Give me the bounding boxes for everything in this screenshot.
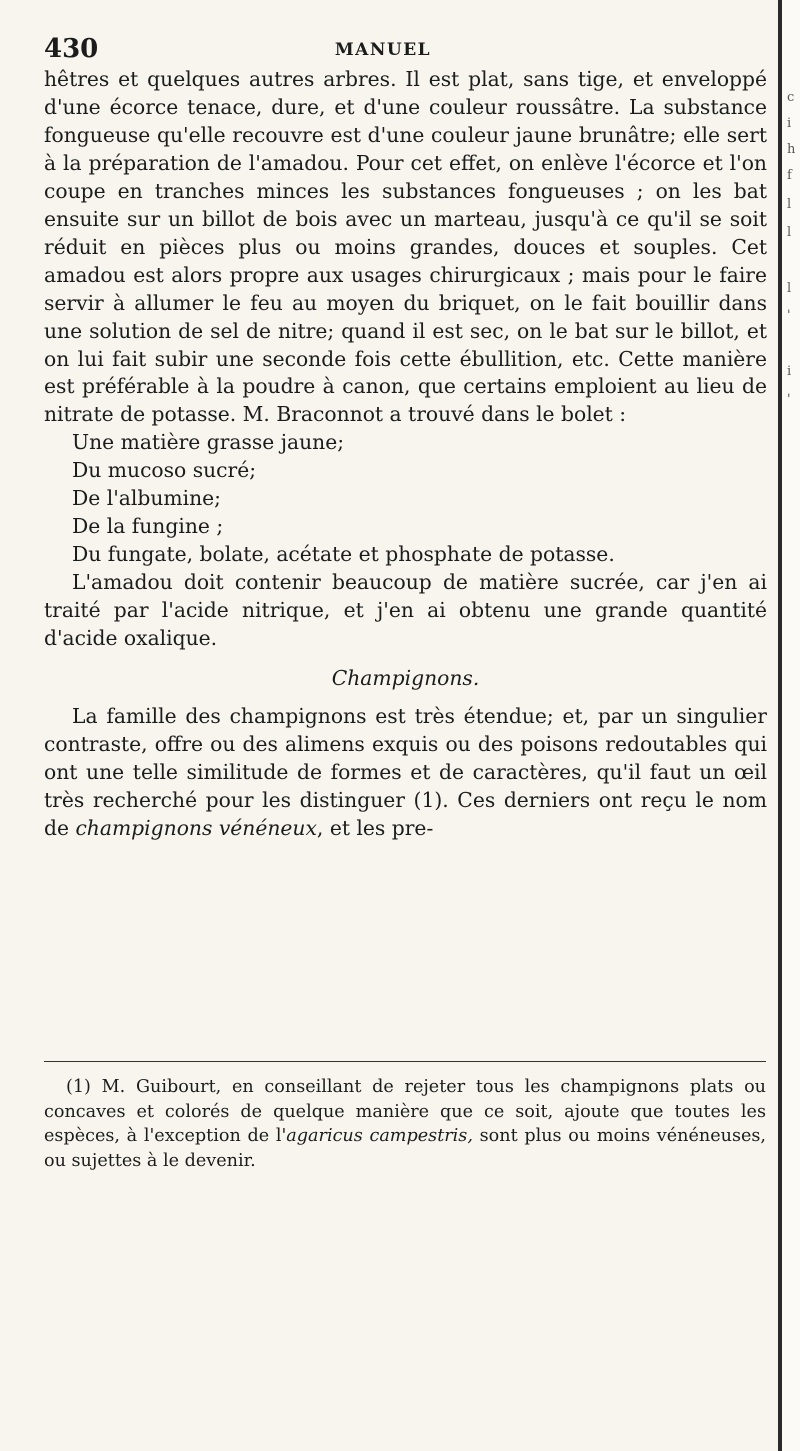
page-number: 430 xyxy=(44,34,99,64)
list-item: Du mucoso sucré; xyxy=(72,458,257,483)
list-item: Une matière grasse jaune; xyxy=(72,430,345,455)
footnote-body: sont plus ou moins vénéneuses, ou sujettes à le devenir. xyxy=(44,1126,767,1172)
facing-page-edge xyxy=(778,0,800,1451)
margin-fragment: ' xyxy=(787,308,791,323)
margin-fragment: c xyxy=(787,90,795,105)
list-item: De l'albumine; xyxy=(72,486,222,511)
running-title: MANUEL xyxy=(334,40,432,60)
footnote-text xyxy=(44,1075,766,1174)
paragraph xyxy=(44,703,767,843)
margin-fragment: h xyxy=(787,142,796,157)
section-heading: Champignons. xyxy=(331,666,480,691)
main-text xyxy=(44,66,767,843)
paragraph-text: , et les pre- xyxy=(316,815,434,840)
footnote-marker: (1) xyxy=(66,1077,91,1097)
margin-fragment: l xyxy=(787,225,792,240)
paragraph-text: La famille des champignons est très étendue; et, par un singulier contraste, offre ou des alimens exquis ou des poisons redoutables qui ont une telle similitude de formes et de caractères, qu'il faut un œil très recherché pour les distinguer (1). Ces derniers ont reçu le nom de xyxy=(44,703,767,840)
margin-fragment: i xyxy=(787,116,792,131)
margin-fragment: f xyxy=(787,168,792,183)
footnote-body: M. Guibourt, en conseillant de rejeter tous les champignons plats ou concaves et colorés de quelque manière que ce soit, ajoute que toutes les espèces, à l'exception de l' xyxy=(44,1077,766,1147)
margin-fragment: l xyxy=(787,281,792,296)
list-item: De la fungine ; xyxy=(72,514,224,539)
paragraph: hêtres et quelques autres arbres. Il est plat, sans tige, et enveloppé d'une écorce tenace, dure, et d'une couleur roussâtre. La substance fongueuse qu'elle recouvre est d'une couleur jaune brunâtre; elle sert à la préparation de l'amadou. Pour cet effet, on enlève l'écorce et l'on coupe en tranches minces les substances fongueuses ; on les bat ensuite sur un billot de bois avec un marteau, jusqu'à ce qu'il se soit réduit en pièces plus ou moins grandes, douces et souples. Cet amadou est alors propre aux usages chirurgicaux ; mais pour le faire servir à allumer le feu au moyen du briquet, on le fait bouillir dans une solution de sel de nitre; quand il est sec, on le bat sur le billot, et on lui fait subir une seconde fois cette ébullition, etc. Cette manière est préférable à la poudre à canon, que certains emploient au lieu de nitrate de potasse. M. Braconnot a trouvé dans le bolet : xyxy=(44,67,767,427)
list-item: Du fungate, bolate, acétate et phosphate de potasse. xyxy=(72,542,615,567)
margin-fragment: l xyxy=(787,197,792,212)
paragraph: L'amadou doit contenir beaucoup de matière sucrée, car j'en ai traité par l'acide nitrique, et j'en ai obtenu une grande quantité d'acide oxalique. xyxy=(44,570,767,651)
italic-term: champignons vénéneux xyxy=(75,815,317,840)
margin-fragment: ' xyxy=(787,392,791,407)
footnote xyxy=(44,1075,766,1174)
margin-fragment: i xyxy=(787,364,792,379)
footnote-divider xyxy=(44,1061,766,1062)
italic-term: agaricus campestris, xyxy=(286,1126,473,1147)
